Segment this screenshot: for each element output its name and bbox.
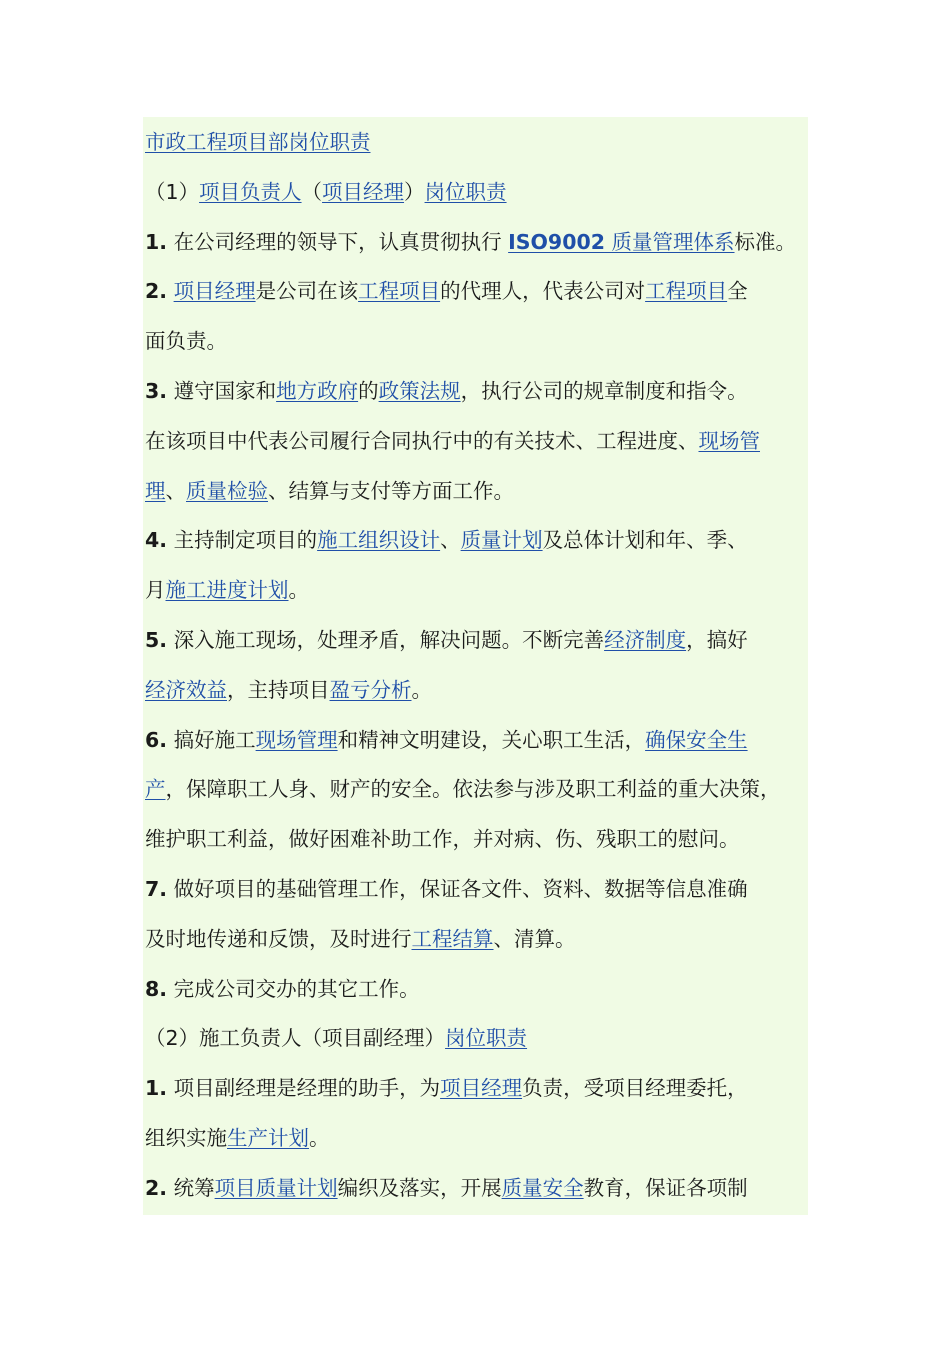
text-segment: 遵守国家和 [167, 378, 277, 403]
text-line [145, 666, 808, 716]
hyperlink[interactable]: 质量检验 [186, 478, 268, 503]
hyperlink[interactable]: 质量安全 [501, 1175, 584, 1200]
hyperlink[interactable]: 施工组织设计 [317, 528, 441, 553]
text-segment: 的 [358, 378, 379, 403]
text-segment: （1） [145, 179, 200, 204]
item-number: 1. [145, 1076, 168, 1101]
text-segment: 深入施工现场，处理矛盾，解决问题。不断完善 [167, 627, 605, 652]
text-segment: 主持制定项目的 [167, 528, 318, 553]
hyperlink[interactable]: 施工进度计划 [165, 578, 289, 603]
text-line [145, 765, 808, 815]
hyperlink[interactable]: 地方政府 [276, 378, 359, 403]
text-segment: 全 [727, 279, 748, 304]
text-line [145, 815, 808, 865]
text-segment: 在该项目中代表公司履行合同执行中的有关技术、工程进度、 [145, 428, 699, 453]
text-segment: 、清算。 [493, 926, 576, 951]
hyperlink[interactable]: 理 [145, 478, 166, 503]
text-line [145, 716, 808, 766]
hyperlink[interactable]: 岗位职责 [445, 1026, 528, 1051]
hyperlink[interactable]: 质量管理体系 [604, 229, 735, 254]
hyperlink[interactable]: 项目质量计划 [214, 1175, 338, 1200]
text-segment: 和精神文明建设，关心职工生活， [337, 727, 646, 752]
text-line [145, 1014, 808, 1064]
text-segment: 编织及落实，开展 [337, 1175, 502, 1200]
hyperlink[interactable]: 岗位职责 [424, 179, 507, 204]
hyperlink[interactable]: 产 [145, 777, 166, 802]
hyperlink[interactable]: 现场管 [698, 428, 760, 453]
hyperlink[interactable]: 经济制度 [604, 627, 687, 652]
hyperlink[interactable]: 经济效益 [145, 677, 227, 702]
text-line [145, 467, 808, 517]
text-segment: 面负责。 [145, 329, 227, 354]
text-segment: 项目副经理是经理的助手，为 [167, 1076, 441, 1101]
hyperlink[interactable]: 项目经理 [173, 279, 256, 304]
hyperlink[interactable]: 工程项目 [358, 279, 441, 304]
text-segment: 标准。 [734, 229, 797, 254]
text-segment: ） [404, 179, 425, 204]
text-line [145, 915, 808, 965]
item-number: 6. [145, 727, 168, 752]
text-segment: （ [301, 179, 323, 204]
text-line [145, 1114, 808, 1164]
text-line [145, 1064, 808, 1114]
hyperlink[interactable]: 确保安全生 [645, 727, 748, 752]
text-segment: 做好项目的基础管理工作，保证各文件、资料、数据等信息准确 [167, 876, 748, 901]
text-segment: 。 [411, 677, 432, 702]
text-line [145, 367, 808, 417]
hyperlink[interactable]: ISO9002 [508, 229, 605, 254]
text-line [145, 218, 808, 268]
text-segment: 及总体计划和年、季、 [542, 528, 748, 553]
text-line [145, 1164, 808, 1214]
hyperlink[interactable]: 现场管理 [255, 727, 338, 752]
document-title [145, 118, 808, 168]
item-number: 4. [145, 528, 168, 553]
text-segment: 、 [165, 478, 186, 503]
text-segment: 维护职工利益，做好困难补助工作，并对病、伤、残职工的慰问。 [145, 827, 740, 852]
text-line [145, 267, 808, 317]
text-segment: 统筹 [167, 1175, 215, 1200]
text-line [145, 865, 808, 915]
text-line [145, 168, 808, 218]
text-line [145, 616, 808, 666]
item-number: 8. [145, 976, 168, 1001]
item-number: 2. [145, 279, 168, 304]
text-line [145, 317, 808, 367]
text-segment: ，保障职工人身、财产的安全。依法参与涉及职工利益的重大决策， [165, 777, 781, 802]
text-segment: 、结算与支付等方面工作。 [268, 478, 514, 503]
hyperlink[interactable]: 项目经理 [440, 1076, 523, 1101]
item-number: 3. [145, 378, 168, 403]
text-segment: 在公司经理的领导下，认真贯彻执行 [167, 229, 509, 254]
text-segment: 的代理人，代表公司对 [440, 279, 646, 304]
hyperlink[interactable]: 项目经理 [322, 179, 405, 204]
hyperlink[interactable]: 生产计划 [227, 1125, 309, 1150]
text-line [145, 965, 808, 1015]
text-segment: 完成公司交办的其它工作。 [167, 976, 420, 1001]
item-number: 1. [145, 229, 168, 254]
text-segment: 及时地传递和反馈，及时进行 [145, 926, 412, 951]
text-segment: 搞好施工 [167, 727, 256, 752]
text-segment: 是公司在该 [255, 279, 359, 304]
hyperlink[interactable]: 工程结算 [411, 926, 494, 951]
text-segment: 教育，保证各项制 [583, 1175, 748, 1200]
hyperlink[interactable]: 项目负责人 [199, 179, 302, 204]
item-number: 5. [145, 627, 168, 652]
text-segment: （2）施工负责人（项目副经理） [145, 1026, 446, 1051]
text-segment: 、 [440, 528, 461, 553]
hyperlink[interactable]: 工程项目 [645, 279, 728, 304]
text-line [145, 566, 808, 616]
text-line [145, 516, 808, 566]
text-segment: ，执行公司的规章制度和指令。 [460, 378, 748, 403]
hyperlink[interactable]: 盈亏分析 [329, 677, 412, 702]
text-segment: 。 [288, 578, 309, 603]
hyperlink[interactable]: 政策法规 [378, 378, 461, 403]
item-number: 7. [145, 876, 168, 901]
document-content [143, 117, 808, 1215]
text-segment: 组织实施 [145, 1125, 227, 1150]
hyperlink[interactable]: 质量计划 [460, 528, 543, 553]
text-segment: 负责，受项目经理委托， [522, 1076, 748, 1101]
text-segment: 月 [145, 578, 166, 603]
text-segment: ，搞好 [686, 627, 748, 652]
text-segment: 。 [309, 1125, 330, 1150]
text-segment: ，主持项目 [227, 677, 330, 702]
text-line [145, 417, 808, 467]
item-number: 2. [145, 1175, 168, 1200]
hyperlink[interactable]: 市政工程项目部岗位职责 [145, 130, 371, 154]
